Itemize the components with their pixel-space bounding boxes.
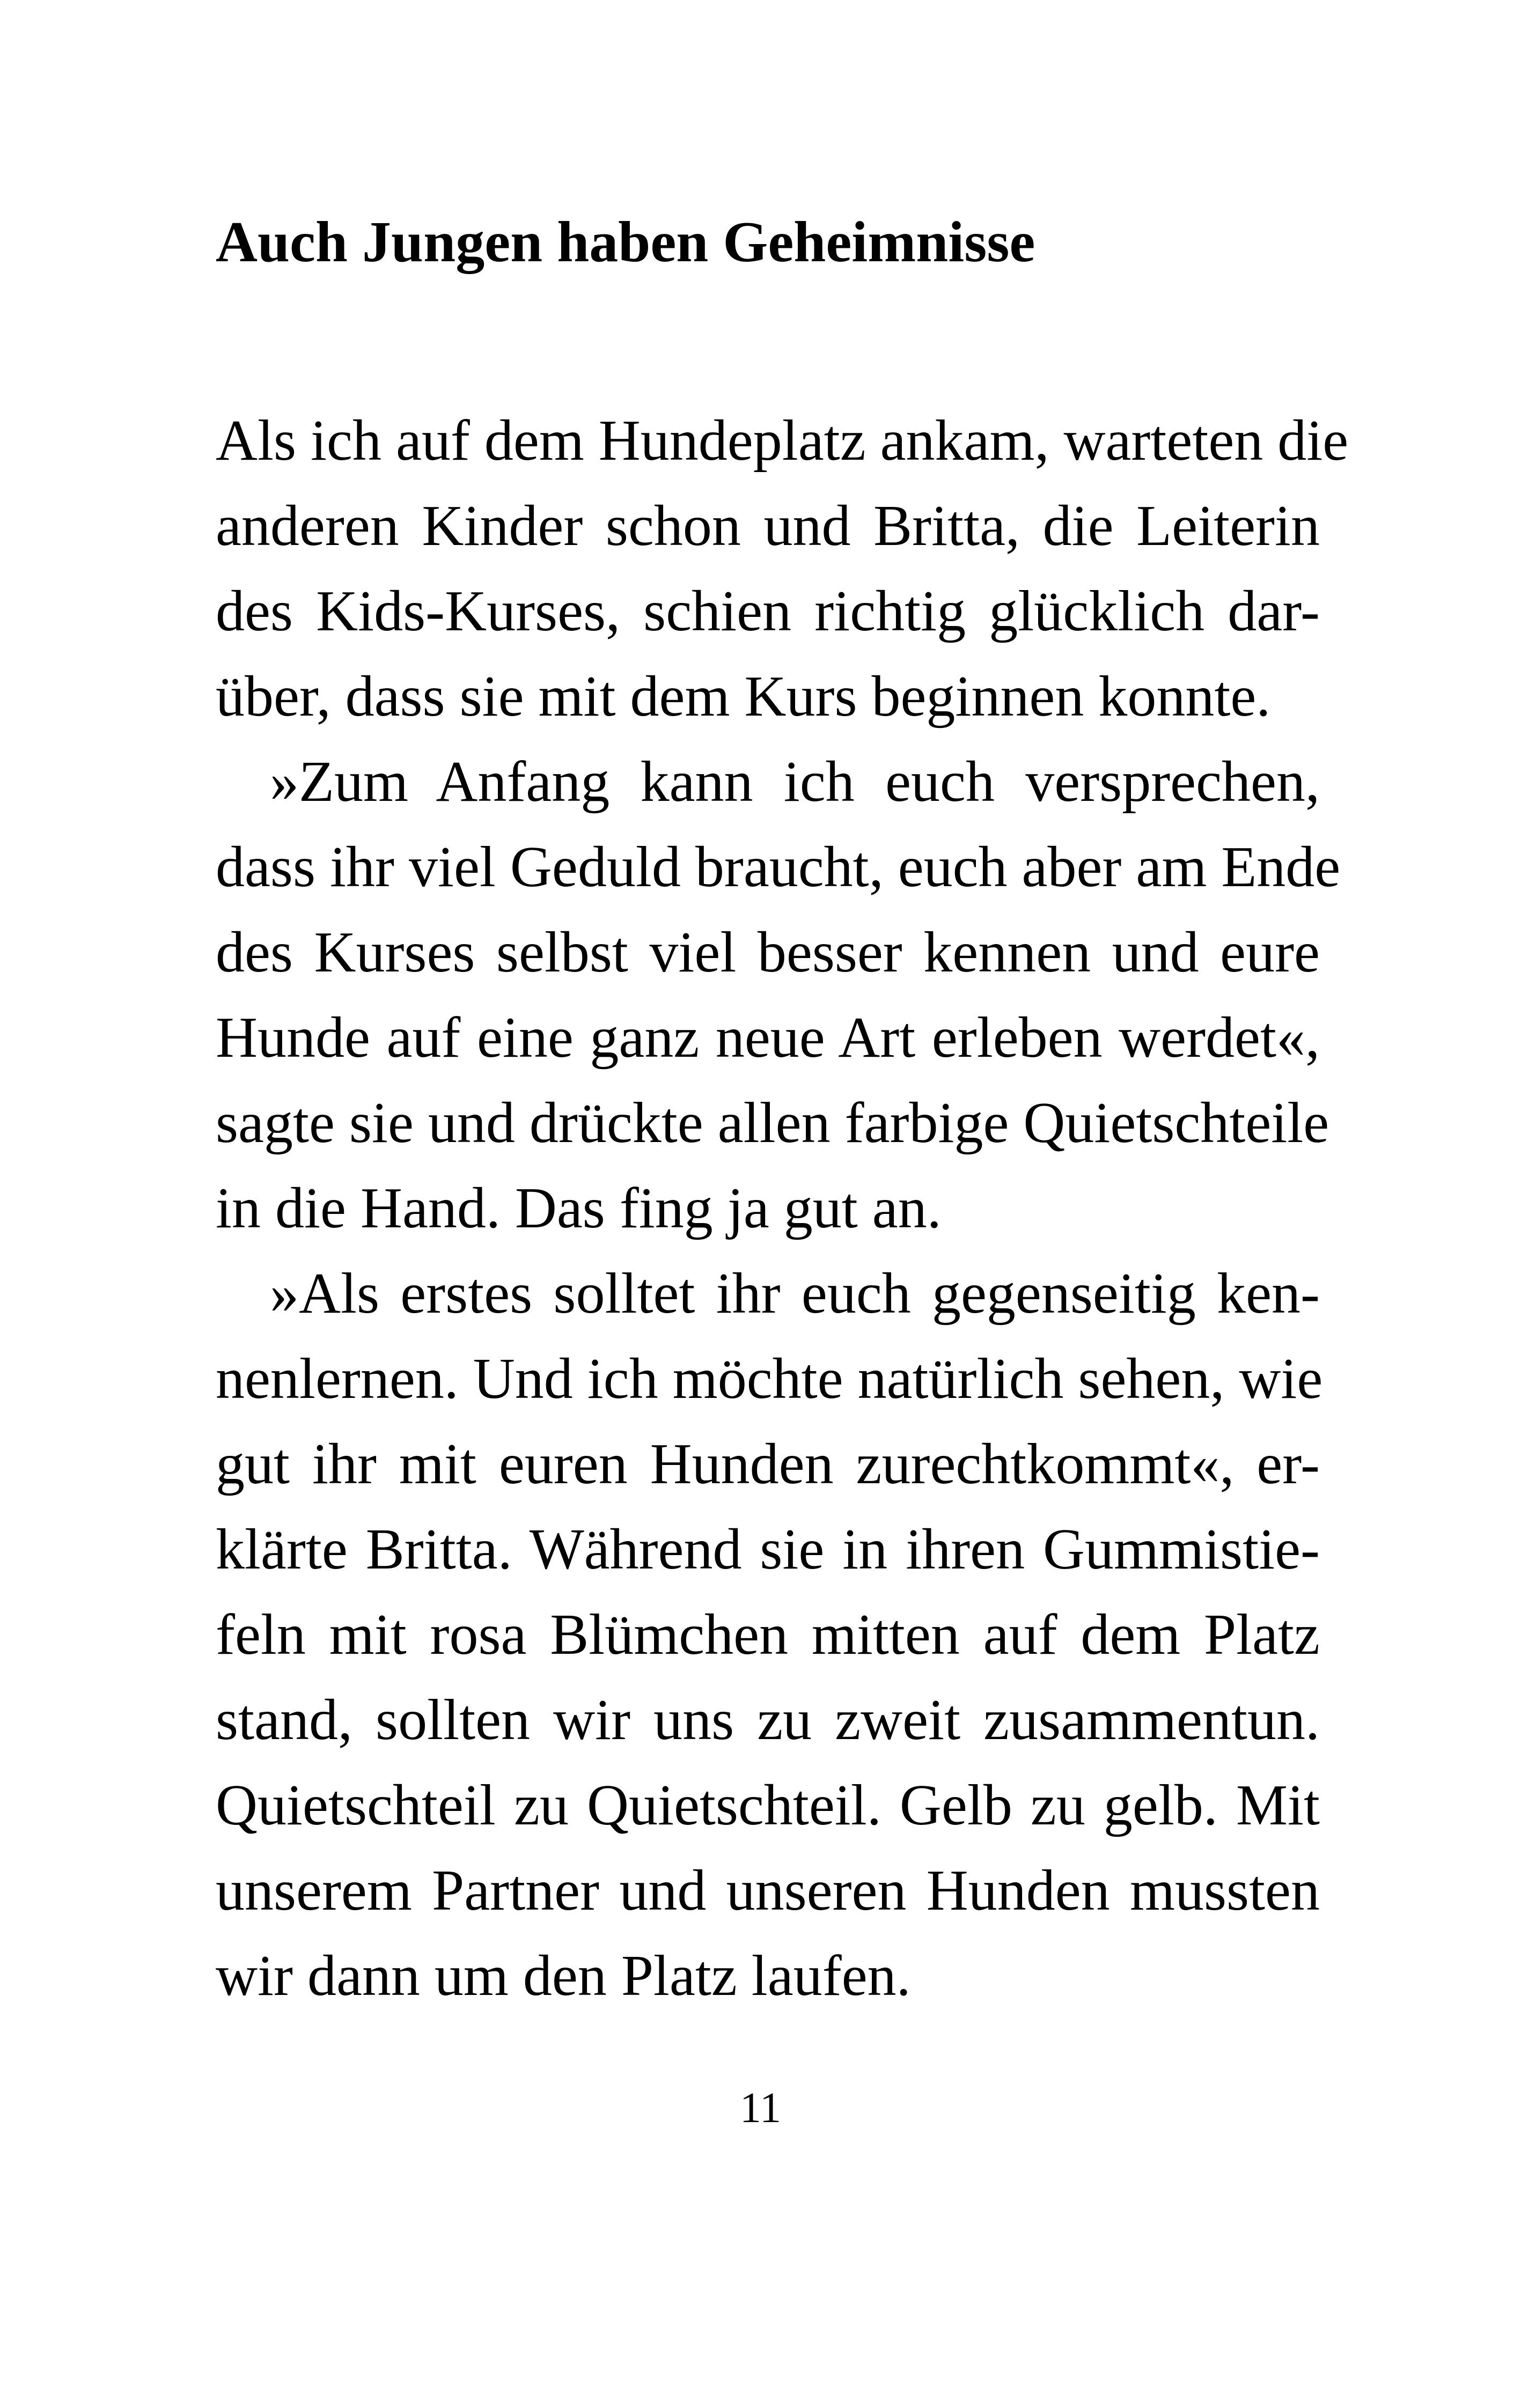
text-line: in die Hand. Das fing ja gut an. — [216, 1176, 942, 1240]
page-number: 11 — [739, 2085, 782, 2132]
text-line: »Zum Anfang kann ich euch versprechen, — [270, 750, 1320, 814]
text-line: unserem Partner und unseren Hunden mussten — [216, 1859, 1320, 1923]
text-line: feln mit rosa Blümchen mitten auf dem Platz — [216, 1603, 1320, 1667]
text-line: anderen Kinder schon und Britta, die Leiterin — [216, 494, 1320, 558]
text-line: dass ihr viel Geduld braucht, euch aber am Ende — [216, 835, 1341, 899]
chapter-title: Auch Jungen haben Geheimnisse — [216, 210, 1035, 274]
text-line: des Kurses selbst viel besser kennen und eure — [216, 921, 1320, 984]
text-line: wir dann um den Platz laufen. — [216, 1944, 911, 2008]
text-line: Hunde auf eine ganz neue Art erleben werdet«, — [216, 1006, 1320, 1070]
text-line: nenlernen. Und ich möchte natürlich sehen, wie — [216, 1347, 1323, 1411]
text-line: gut ihr mit euren Hunden zurechtkommt«, er- — [216, 1432, 1320, 1496]
text-line: Quietschteil zu Quietschteil. Gelb zu gelb. Mit — [216, 1773, 1320, 1837]
text-line: sagte sie und drückte allen farbige Quietschteile — [216, 1091, 1329, 1155]
text-line: stand, sollten wir uns zu zweit zusammentun. — [216, 1688, 1320, 1752]
text-line: des Kids-Kurses, schien richtig glücklich dar- — [216, 579, 1320, 643]
text-line: klärte Britta. Während sie in ihren Gummistie- — [216, 1518, 1320, 1581]
text-line: Als ich auf dem Hundeplatz ankam, warteten die — [216, 409, 1349, 473]
text-line: über, dass sie mit dem Kurs beginnen konnte. — [216, 665, 1271, 728]
text-line: »Als erstes solltet ihr euch gegenseitig ken- — [270, 1262, 1320, 1325]
